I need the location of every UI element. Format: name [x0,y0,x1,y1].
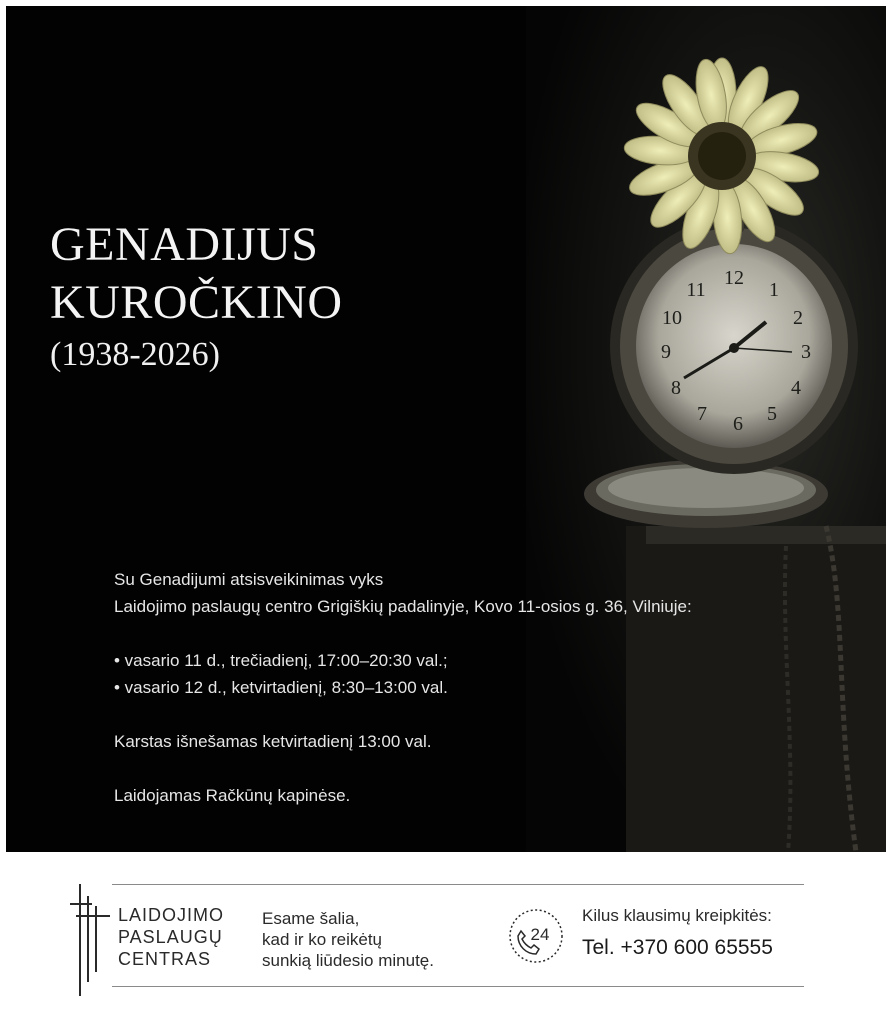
logo-line: PASLAUGŲ [118,927,223,947]
clock-numeral: 9 [661,341,671,363]
clock-numeral: 1 [769,279,779,301]
tagline-line: kad ir ko reikėtų [262,930,382,949]
clock-numeral: 4 [791,377,801,399]
logo-line: LAIDOJIMO [118,905,225,925]
clock-numeral: 12 [724,267,744,289]
schedule-item: • vasario 12 d., ketvirtadienį, 8:30–13:00 val. [114,678,448,697]
footer-top-rule [112,884,804,885]
deceased-name [50,216,343,332]
clock-numeral: 3 [801,341,811,363]
contact-phone[interactable]: Tel. +370 600 65555 [582,936,773,959]
location-line: Laidojimo paslaugų centro Grigiškių padalinyje, Kovo 11-osios g. 36, Vilniuje: [114,597,692,616]
sunflower-image [623,57,821,255]
clock-numeral: 11 [686,279,706,301]
phone-24-icon [506,906,566,966]
clock-numeral: 2 [793,307,803,329]
clock-numeral: 10 [662,307,682,329]
footer [0,862,896,1024]
clock-numeral: 8 [671,377,681,399]
schedule-item: • vasario 11 d., trečiadienį, 17:00–20:30 val.; [114,651,448,670]
tagline-line: Esame šalia, [262,909,360,928]
tagline [262,908,434,971]
deceased-first-name: GENADIJUS [50,218,319,271]
cross-logo-icon [66,882,116,1000]
clock-numeral: 6 [733,413,743,435]
intro-line: Su Genadijumi atsisveikinimas vyks [114,570,384,589]
tagline-line: sunkią liūdesio minutę. [262,951,434,970]
logo-line: CENTRAS [118,949,212,969]
deceased-years: (1938-2026) [50,336,220,373]
phone-badge-number: 24 [530,925,550,944]
memorial-panel [6,6,886,852]
clock-numeral: 7 [697,403,707,425]
deceased-last-name: KUROČKINO [50,276,343,329]
coffin-line: Karstas išnešamas ketvirtadienį 13:00 val. [114,732,432,751]
clock-numeral: 5 [767,403,777,425]
farewell-info [114,566,834,809]
logo-text [118,904,224,970]
contact-label: Kilus klausimų kreipkitės: [582,906,772,925]
burial-line: Laidojamas Račkūnų kapinėse. [114,786,351,805]
footer-bottom-rule [112,986,804,987]
